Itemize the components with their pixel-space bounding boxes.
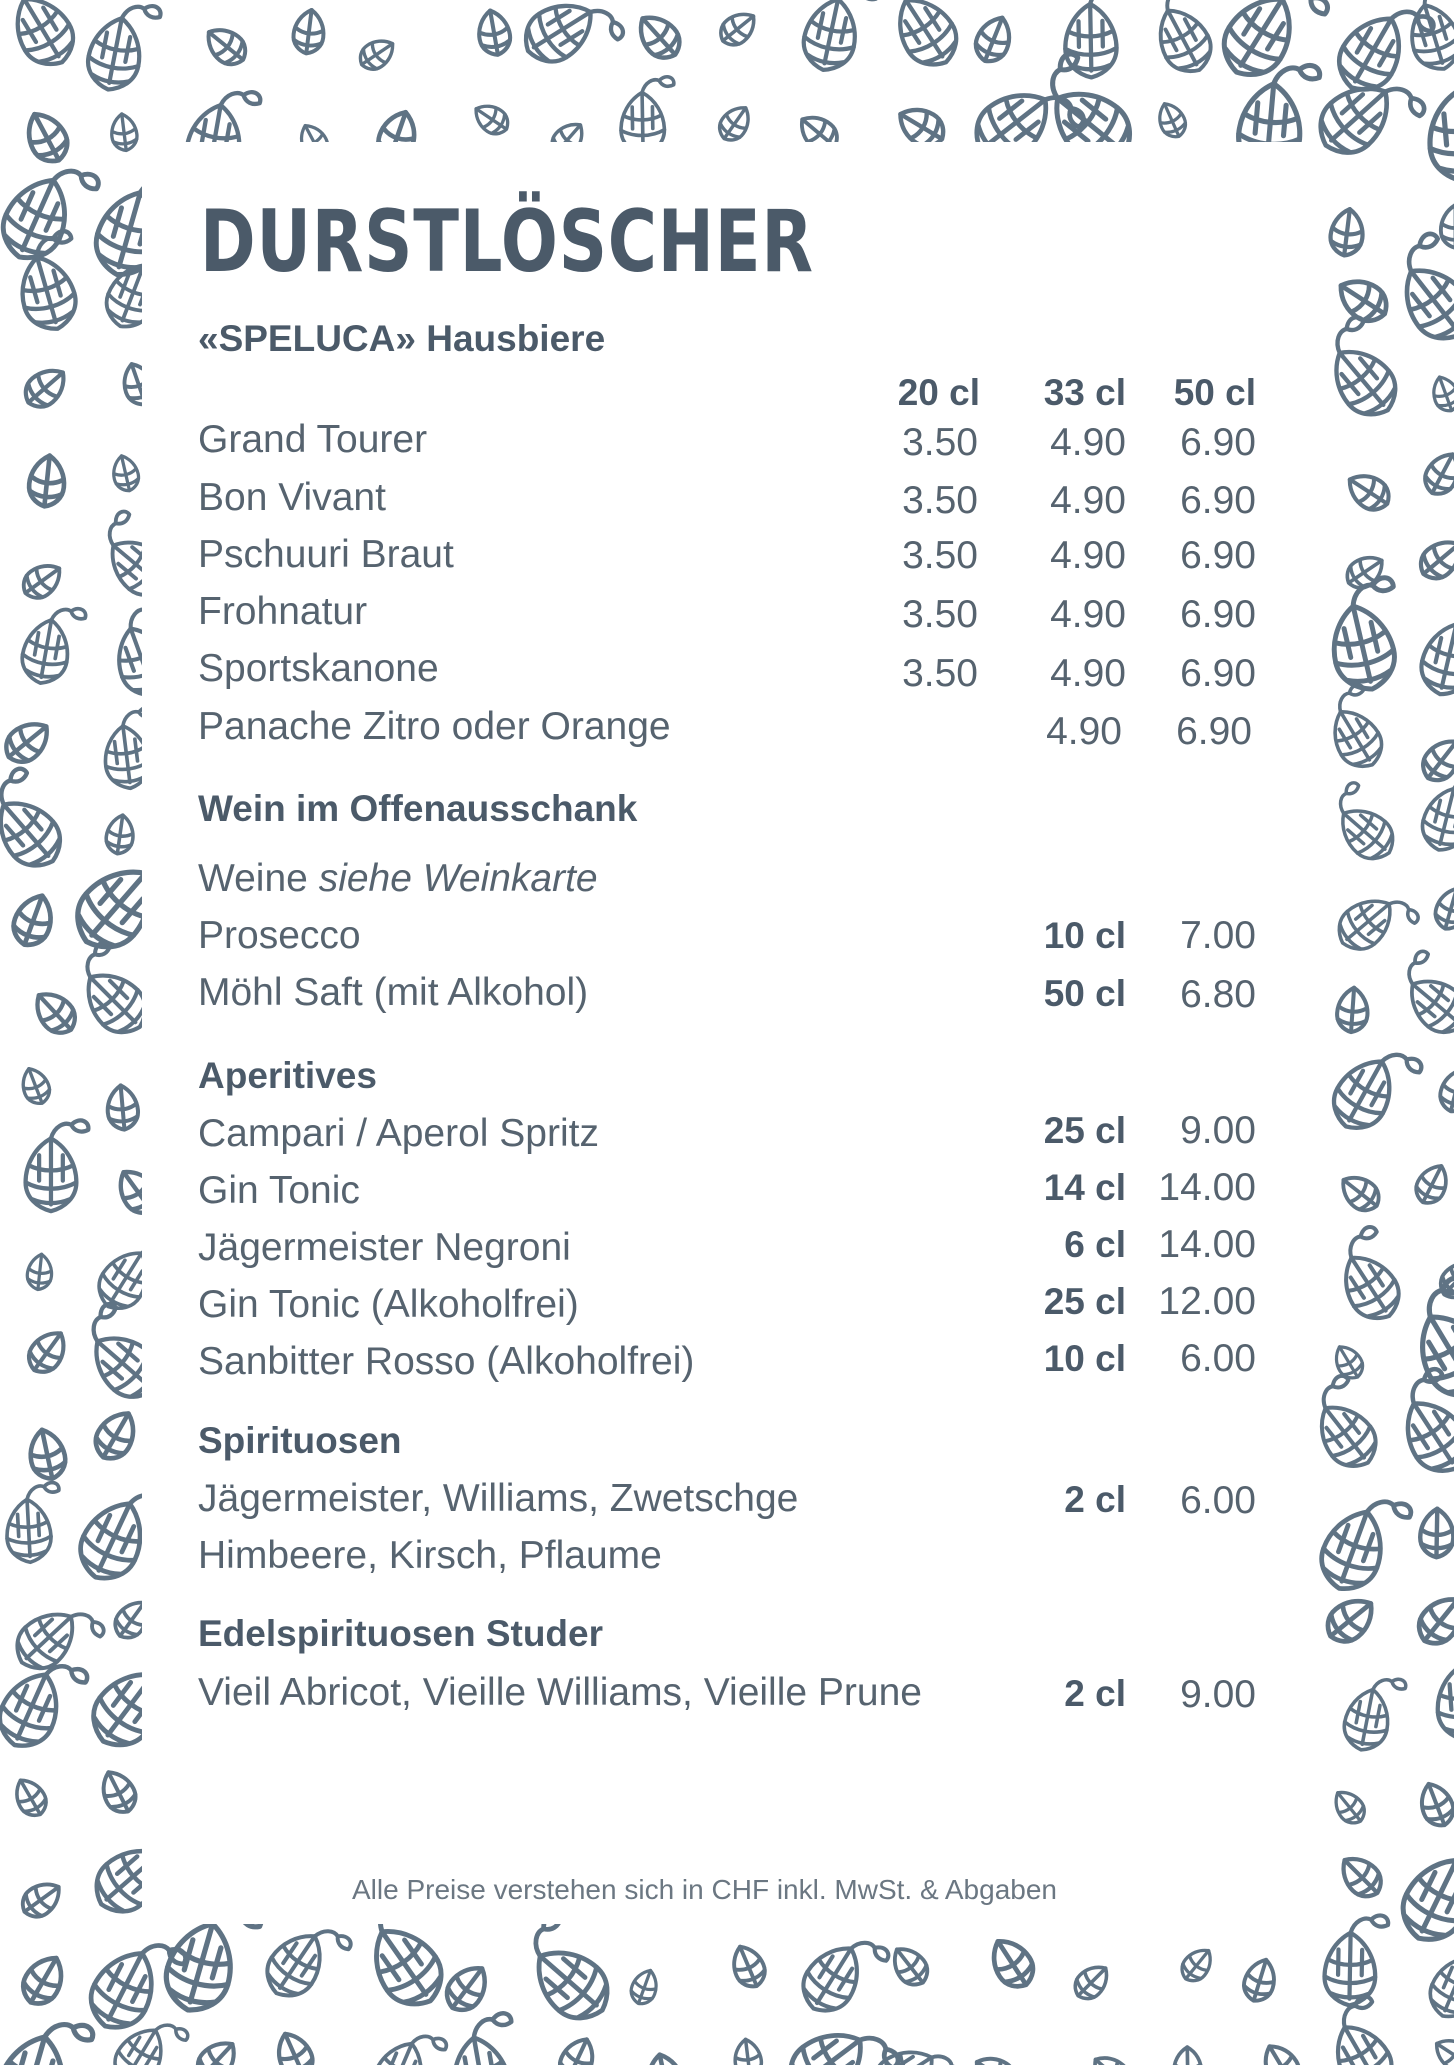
beer-price-20cl: 3.50 [902,652,978,695]
aperitif-item-name: Jägermeister Negroni [198,1226,571,1269]
hop-cone-icon [874,0,977,76]
hop-cone-icon [1324,1915,1388,2007]
beer-item-name: Panache Zitro oder Orange [198,705,671,748]
hop-cone-icon [1139,0,1230,81]
hop-cone-icon [1415,1779,1454,1831]
hop-cone-icon [1328,1785,1370,1829]
column-header-20cl: 20 cl [897,372,980,413]
wine-item-size: 10 cl [1043,915,1126,956]
hop-cone-icon [95,1766,141,1819]
aperitif-item-size: 25 cl [1043,1281,1126,1322]
hop-cone-icon [1424,66,1454,184]
hop-cone-icon [109,112,138,152]
beer-price-50cl: 6.90 [1180,593,1256,636]
hop-cone-icon [6,1588,107,1687]
aperitif-item-price: 9.00 [1180,1109,1256,1152]
spirits-item-name-continued: Himbeere, Kirsch, Pflaume [198,1534,662,1577]
hop-cone-icon [25,1426,69,1482]
hop-cone-icon [1329,878,1421,967]
hop-cone-icon [469,98,513,139]
hop-cone-icon [630,7,687,66]
hop-cone-icon [864,2029,963,2065]
hop-cone-icon [1342,467,1396,517]
beer-price-33cl: 4.90 [1050,593,1126,636]
beer-item-name: Grand Tourer [198,418,428,461]
hop-cone-icon [1437,1066,1454,1115]
hop-cone-icon [1441,205,1454,248]
hop-cone-icon [18,600,86,688]
hop-cone-icon [886,1941,935,1992]
hop-cone-icon [26,1120,89,1211]
hop-cone-icon [291,8,326,55]
hop-cone-icon [514,0,625,83]
hop-cone-icon [1377,231,1454,352]
hop-cone-icon [257,1909,354,2013]
beer-price-33cl: 4.90 [1050,534,1126,577]
hop-cone-icon [0,2007,95,2065]
hop-cone-icon [1391,1828,1454,1958]
hop-cone-icon [970,12,1017,67]
hop-cone-icon [19,106,75,169]
hop-cone-icon [1069,1959,1115,2005]
fine-spirits-item-size: 2 cl [1064,1673,1126,1714]
wine-note-text: Weine [198,857,319,900]
hop-cone-icon [1308,314,1417,427]
hop-cone-icon [16,1949,72,2011]
beer-price-20cl: 3.50 [902,479,978,522]
hop-cone-icon [22,1324,74,1379]
section-heading-fine-spirits: Edelspirituosen Studer [198,1613,604,1654]
page-title: DURSTLÖSCHER [200,192,814,292]
wine-item-size: 50 cl [1043,973,1126,1014]
beer-price-50cl: 6.90 [1180,534,1256,577]
beer-item-name: Frohnatur [198,590,368,633]
wine-note-link-text: siehe Weinkarte [318,857,598,900]
spirits-item-name: Jägermeister, Williams, Zwetschge [198,1477,799,1520]
hop-cone-icon [1322,1224,1419,1329]
beer-price-20cl: 3.50 [902,534,978,577]
beer-price-50cl: 6.90 [1180,652,1256,695]
hop-cone-icon [355,33,400,75]
beer-item-name: Bon Vivant [198,476,386,519]
beer-price-33cl: 4.90 [1050,652,1126,695]
aperitif-item-name: Sanbitter Rosso (Alkoholfrei) [198,1340,695,1383]
aperitif-item-name: Gin Tonic (Alkoholfrei) [198,1283,579,1326]
hop-cone-icon [17,1064,54,1108]
hop-cone-icon [1319,780,1410,868]
hop-cone-icon [627,1966,662,2007]
aperitif-item-name: Campari / Aperol Spritz [198,1112,599,1155]
hop-cone-icon [793,1921,892,2028]
spirits-item-size: 2 cl [1064,1479,1126,1520]
beer-price-50cl: 6.90 [1176,710,1252,753]
aperitif-item-price: 6.00 [1180,1337,1256,1380]
hop-cone-icon [1381,1366,1454,1483]
hop-cone-icon [798,0,878,78]
hop-cone-icon [1314,1994,1412,2065]
hop-cone-icon [0,0,94,75]
wine-item-price: 7.00 [1180,914,1256,957]
price-footnote: Alle Preise verstehen sich in CHF inkl. MwSt. & Abgaben [352,1874,1057,1905]
aperitif-item-name: Gin Tonic [198,1169,360,1212]
beer-price-50cl: 6.90 [1180,421,1256,464]
hop-cone-icon [1323,1033,1424,1145]
aperitif-item-size: 14 cl [1043,1167,1126,1208]
hop-cone-icon [0,150,101,275]
hop-cone-icon [1086,2049,1135,2065]
beer-price-20cl: 3.50 [902,421,978,464]
hop-cone-icon [1432,885,1454,933]
hop-cone-icon [16,1875,67,1923]
hop-cone-icon [1411,1589,1454,1652]
hop-cone-icon [1240,1956,1280,2005]
hop-cone-icon [714,101,757,147]
section-heading-aperitives: Aperitives [198,1055,377,1096]
hop-cone-icon [1256,2038,1305,2065]
aperitif-item-price: 14.00 [1158,1166,1256,1209]
aperitif-item-price: 12.00 [1158,1280,1256,1323]
hop-cone-icon [83,0,162,97]
hop-cone-icon [106,1084,140,1131]
hop-cone-icon [8,890,59,951]
hop-cone-icon [444,2012,526,2065]
beer-price-50cl: 6.90 [1180,479,1256,522]
hop-cone-icon [439,1958,496,2018]
beer-price-33cl: 4.90 [1050,421,1126,464]
hop-cone-icon [1319,1590,1382,1650]
hop-cone-icon [88,1405,143,1466]
hop-cone-icon [27,984,83,1040]
hop-cone-icon [475,8,513,58]
beer-price-33cl: 4.90 [1050,479,1126,522]
hop-cone-icon [1314,682,1399,775]
hop-cone-icon [110,453,142,493]
hop-cone-icon [1416,732,1454,788]
hop-cone-icon [1333,1849,1388,1904]
aperitif-item-size: 10 cl [1043,1338,1126,1379]
hop-cone-icon [0,766,82,879]
hop-cone-icon [1386,949,1454,1043]
hop-cone-icon [1410,1160,1453,1209]
column-header-33cl: 33 cl [1043,372,1126,413]
wine-item-price: 6.80 [1180,973,1256,1016]
hop-cone-icon [983,1932,1041,1995]
hop-cone-icon [199,20,252,71]
wine-note [198,857,598,901]
hop-cone-icon [1335,1169,1386,1218]
hop-cone-icon [26,1253,54,1291]
hop-cone-icon [1319,576,1414,696]
hop-cone-icon [506,1911,630,2032]
hop-cone-icon [27,454,67,508]
hop-cone-icon [1328,207,1365,257]
section-heading-wine: Wein im Offenausschank [198,788,638,829]
hop-cone-icon [1430,2033,1454,2065]
wine-item-name: Möhl Saft (mit Alkohol) [198,971,589,1014]
aperitif-item-price: 14.00 [1158,1223,1256,1266]
hop-cone-icon [554,2033,600,2065]
hop-cone-icon [714,6,762,52]
hop-cone-icon [1416,601,1454,702]
hop-cone-icon [1428,373,1454,415]
hop-cone-icon [4,1482,62,1563]
hop-cone-icon [1340,1671,1407,1756]
hop-cone-icon [1176,1943,1218,1987]
fine-spirits-item-name: Vieil Abricot, Vieille Williams, Vieille Prune [198,1671,922,1714]
beer-price-33cl: 4.90 [1046,710,1122,753]
beer-item-name: Pschuuri Braut [198,533,454,576]
hop-cone-icon [1422,1935,1454,2029]
spirits-item-price: 6.00 [1180,1479,1256,1522]
hop-cone-icon [727,1941,771,1992]
hop-cone-icon [1336,987,1369,1034]
hop-cone-icon [271,2027,319,2065]
aperitif-item-size: 25 cl [1043,1110,1126,1151]
column-header-50cl: 50 cl [1173,372,1256,413]
hop-cone-icon [1313,1483,1414,1602]
hop-cone-icon [366,2020,448,2065]
aperitif-item-size: 6 cl [1064,1224,1126,1265]
hop-cone-icon [190,2034,243,2065]
beer-price-20cl: 3.50 [902,593,978,636]
beer-item-name: Sportskanone [198,647,439,690]
hop-cone-icon [1296,1373,1396,1477]
fine-spirits-item-price: 9.00 [1180,1673,1256,1716]
hop-cone-icon [1413,532,1454,586]
section-heading-beer: «SPELUCA» Hausbiere [198,318,606,359]
hop-cone-icon [1434,1646,1454,1742]
hop-cone-icon [1174,2047,1202,2065]
hop-cone-icon [1307,58,1427,176]
hop-cone-icon [106,2006,190,2065]
hop-cone-icon [969,2050,1022,2065]
section-heading-spirits: Spirituosen [198,1420,402,1461]
wine-item-name: Prosecco [198,914,361,957]
hop-cone-icon [1419,447,1454,500]
hop-cone-icon [18,361,73,415]
hop-cone-icon [0,1646,90,1761]
hop-cone-icon [9,1774,52,1822]
hop-cone-icon [1153,99,1190,142]
hop-cone-icon [643,2051,686,2065]
hop-cone-icon [733,2038,764,2065]
hop-cone-icon [17,557,68,605]
hop-cone-icon [777,2005,902,2065]
hop-cone-icon [104,813,136,855]
hop-cone-icon [1420,1508,1454,1557]
hop-cone-icon [0,714,57,770]
